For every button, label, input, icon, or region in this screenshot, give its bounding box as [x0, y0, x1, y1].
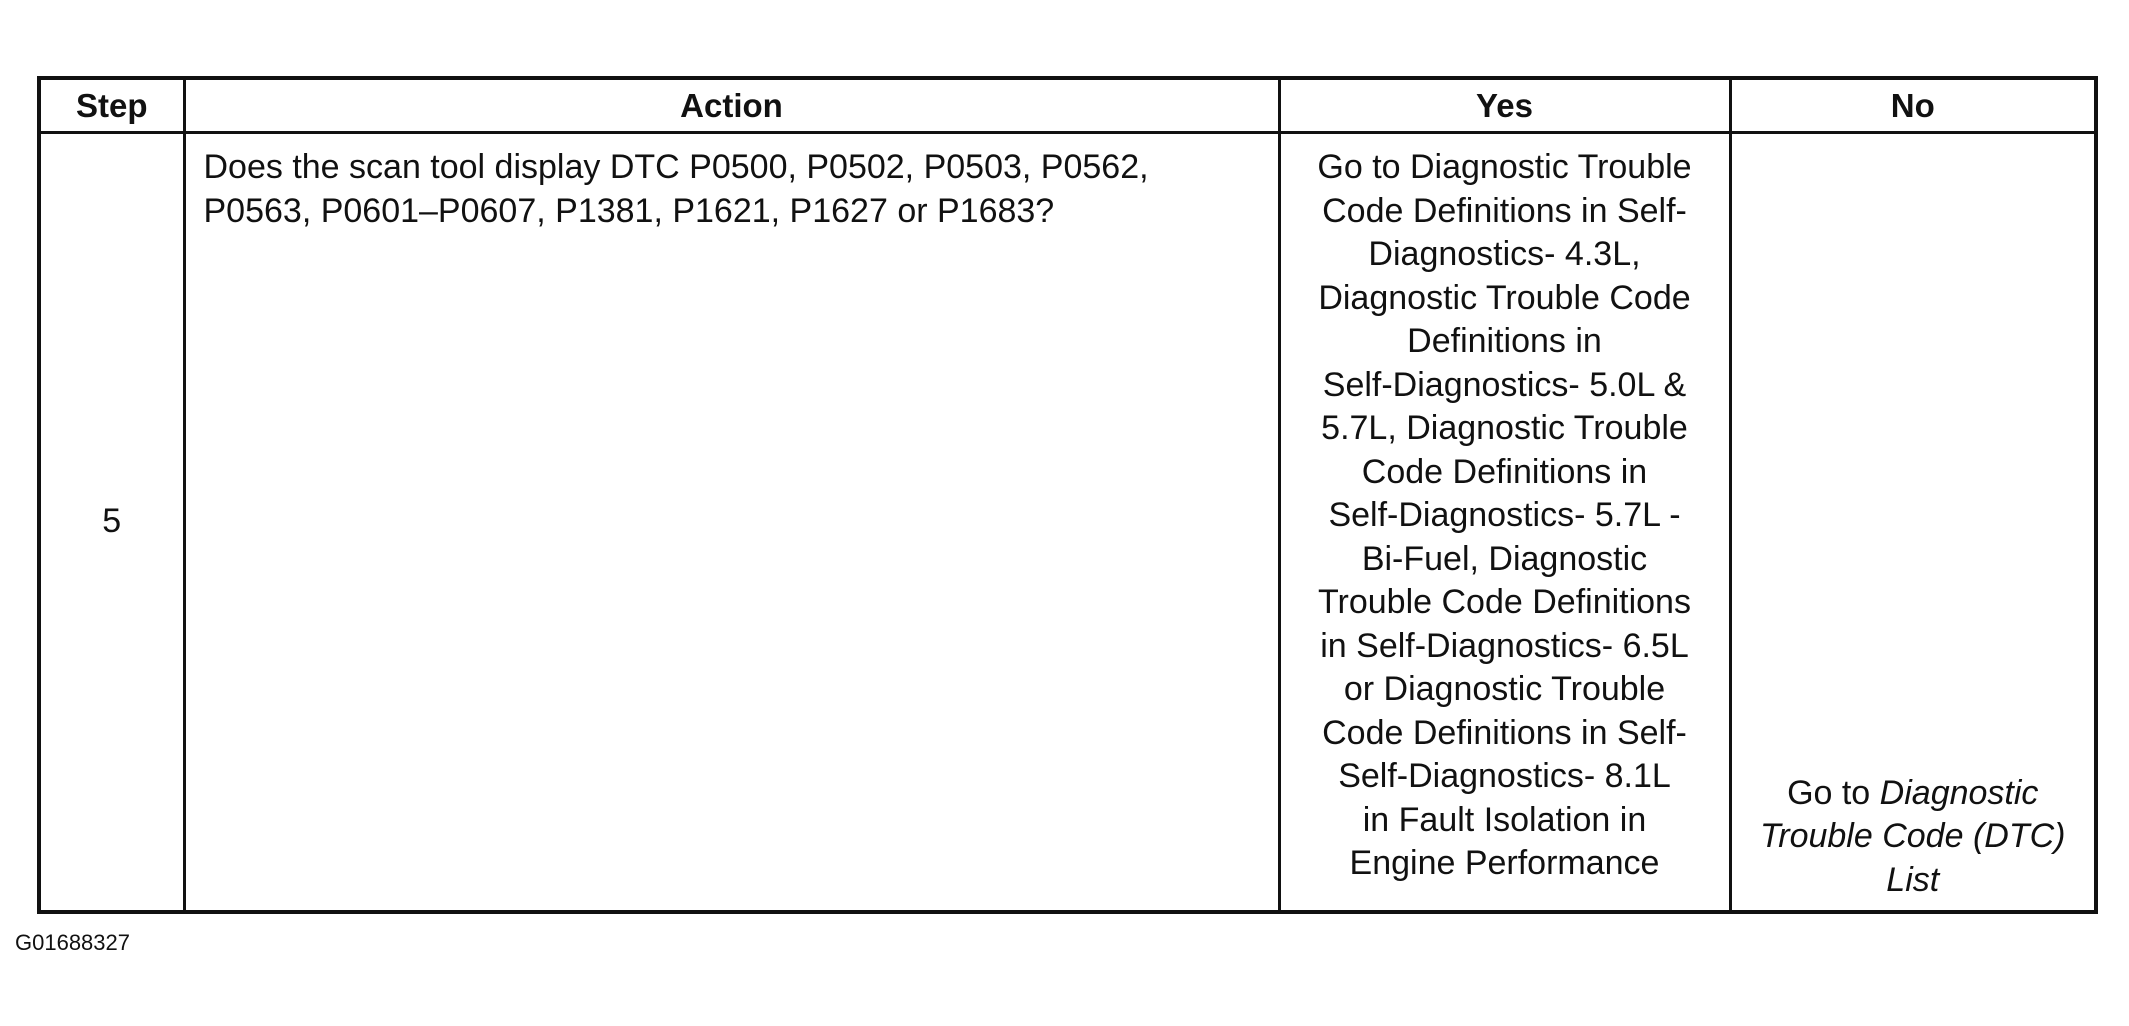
yes-text-line: Bi-Fuel, Diagnostic: [1361, 539, 1648, 578]
yes-text-line: in Fault Isolation in: [1362, 800, 1647, 839]
step-number: 5: [39, 133, 184, 913]
action-text-line: Does the scan tool display DTC P0500, P0502, P0503, P0562,: [203, 148, 1149, 186]
yes-text-line: Code Definitions in Self-: [1322, 713, 1687, 752]
yes-text-line: 5.7L, Diagnostic Trouble: [1321, 409, 1688, 447]
dtc-list-link[interactable]: Diagnostic: [1879, 773, 2039, 812]
yes-text-line: Diagnostic Trouble Code: [1318, 278, 1691, 317]
no-prefix: Go to: [1787, 773, 1880, 812]
action-text-line: P0563, P0601–P0607, P1381, P1621, P1627 or P1683?: [203, 191, 1055, 230]
yes-text-line: Self-Diagnostics- 5.0L &: [1322, 365, 1687, 404]
yes-text-line: Code Definitions in: [1361, 452, 1648, 491]
table-row: [39, 133, 2096, 913]
no-text-line: [1744, 772, 2083, 816]
yes-text-line: Code Definitions in Self-: [1322, 191, 1687, 230]
action-cell: [184, 133, 1279, 913]
yes-text-line: Self-Diagnostics- 8.1L: [1338, 757, 1671, 795]
table-header-row: [39, 78, 2096, 133]
yes-text-line: Definitions in: [1407, 322, 1602, 360]
yes-text-line: in Self-Diagnostics- 6.5L: [1320, 626, 1689, 665]
yes-text-line: Engine Performance: [1349, 844, 1660, 882]
yes-text-line: Go to Diagnostic Trouble: [1317, 148, 1692, 186]
yes-text-line: Self-Diagnostics- 5.7L -: [1328, 496, 1681, 534]
no-cell: [1730, 133, 2096, 913]
yes-text-line: Diagnostics- 4.3L,: [1368, 235, 1641, 273]
header-no: No: [1730, 78, 2096, 133]
yes-text-line: Trouble Code Definitions: [1318, 583, 1691, 621]
dtc-list-link[interactable]: List: [1886, 860, 1940, 899]
diagnostic-table: [37, 76, 2098, 914]
header-step: Step: [39, 78, 184, 133]
header-yes: Yes: [1279, 78, 1730, 133]
header-action: Action: [184, 78, 1279, 133]
yes-text-line: or Diagnostic Trouble: [1343, 670, 1666, 708]
dtc-list-link[interactable]: Trouble Code (DTC): [1760, 817, 2066, 855]
yes-cell: [1279, 133, 1730, 913]
figure-id: G01688327: [15, 930, 130, 955]
